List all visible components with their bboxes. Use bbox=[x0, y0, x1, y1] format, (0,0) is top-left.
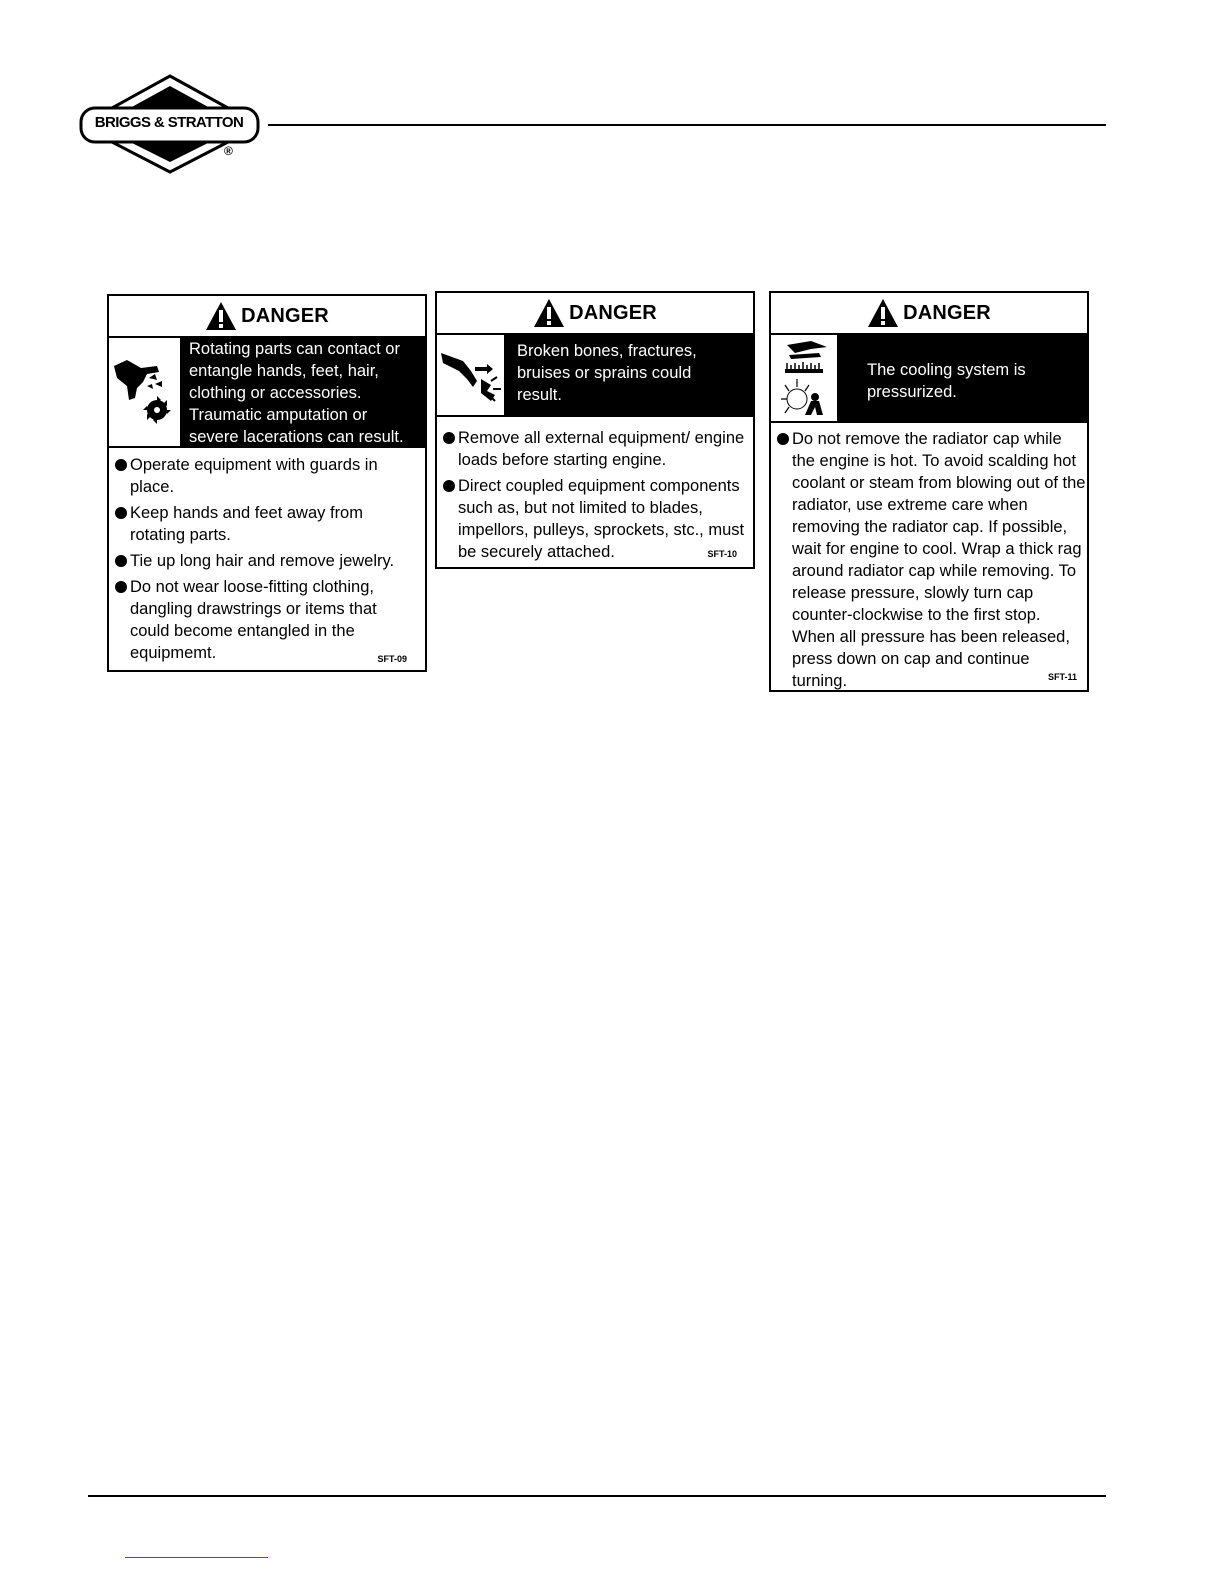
warning-triangle-icon bbox=[867, 298, 899, 328]
hazard-text: The cooling system is pressurized. bbox=[837, 335, 1087, 421]
briggs-stratton-logo bbox=[78, 74, 262, 176]
bullet-icon bbox=[115, 555, 127, 567]
hazard-panel bbox=[109, 338, 425, 448]
label-header bbox=[109, 296, 425, 338]
instructions-list bbox=[109, 448, 425, 664]
hazard-panel bbox=[437, 335, 753, 417]
instructions-list bbox=[771, 423, 1087, 692]
hot-steam-icon bbox=[771, 335, 837, 421]
warning-triangle-icon bbox=[533, 298, 565, 328]
bullet-icon bbox=[443, 480, 455, 492]
label-code: SFT-10 bbox=[707, 549, 737, 559]
danger-label-sft-11 bbox=[769, 291, 1089, 692]
hazard-text: Broken bones, fractures, bruises or sprains could result. bbox=[504, 335, 753, 415]
list-item: Do not wear loose-fitting clothing, dangling drawstrings or items that could become entangled in the equipmemt. bbox=[110, 576, 407, 664]
signal-word: DANGER bbox=[241, 304, 329, 327]
warning-triangle-icon bbox=[205, 301, 237, 331]
footer-rule bbox=[88, 1495, 1106, 1497]
list-item: Direct coupled equipment components such as, but not limited to blades, impellors, pulleys, sprockets, stc., must be securely attached. bbox=[438, 475, 753, 563]
instructions-list bbox=[437, 417, 753, 563]
bullet-icon bbox=[115, 459, 127, 471]
brand-name: BRIGGS & STRATTON bbox=[94, 114, 244, 131]
danger-label-sft-10 bbox=[435, 291, 755, 569]
label-header bbox=[771, 293, 1087, 335]
label-code: SFT-11 bbox=[1047, 672, 1077, 682]
footer-link-underline[interactable] bbox=[125, 1557, 268, 1558]
registered-mark: ® bbox=[224, 144, 233, 158]
list-item: Operate equipment with guards in place. bbox=[110, 454, 407, 498]
list-item: Remove all external equipment/ engine loads before starting engine. bbox=[438, 427, 753, 471]
label-code: SFT-09 bbox=[377, 654, 407, 664]
hazard-text: Rotating parts can contact or entangle hands, feet, hair, clothing or accessories. Traumatic amputation or severe lacerations can result. bbox=[180, 338, 425, 446]
kickback-icon bbox=[437, 335, 504, 415]
bullet-icon bbox=[443, 432, 455, 444]
list-item: Do not remove the radiator cap while the engine is hot. To avoid scalding hot coolant or steam from blowing out of the radiator, use extreme care when removing the radiator cap. If possible, wait for engine to cool. Wrap a thick rag around radiator cap while removing. To release pressure, slowly turn cap counter-clockwise to the first stop. When all pressure has been released, press down on cap and continue turning. bbox=[772, 428, 1087, 692]
bullet-icon bbox=[115, 581, 127, 593]
hazard-panel bbox=[771, 335, 1087, 423]
signal-word: DANGER bbox=[903, 301, 991, 324]
list-item: Keep hands and feet away from rotating parts. bbox=[110, 502, 407, 546]
bullet-icon bbox=[777, 433, 789, 445]
signal-word: DANGER bbox=[569, 301, 657, 324]
danger-label-sft-09 bbox=[107, 294, 427, 672]
bullet-icon bbox=[115, 507, 127, 519]
header-rule bbox=[268, 124, 1106, 126]
entanglement-icon bbox=[109, 338, 180, 446]
list-item: Tie up long hair and remove jewelry. bbox=[110, 550, 407, 572]
label-header bbox=[437, 293, 753, 335]
